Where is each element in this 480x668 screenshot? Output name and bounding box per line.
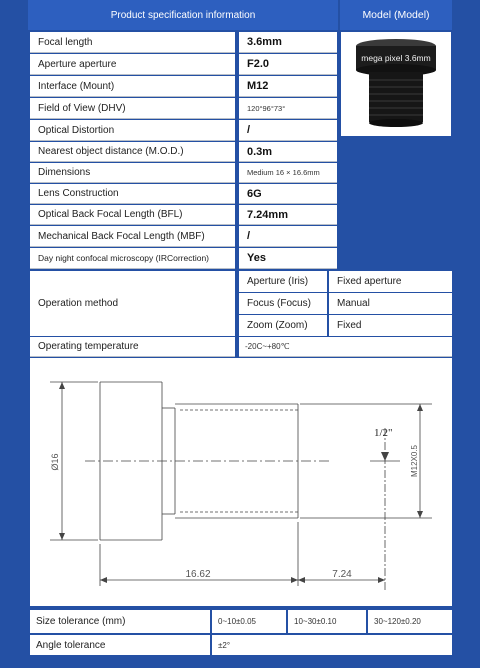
size-tolerance-value: 0~10±0.05 [212, 610, 286, 633]
spec-label: Optical Back Focal Length (BFL) [30, 205, 235, 225]
spec-value: M12 [239, 76, 337, 97]
spec-value: Yes [239, 248, 337, 269]
spec-value: 7.24mm [239, 205, 337, 225]
spec-value: 0.3m [239, 142, 337, 162]
spec-label: Focal length [30, 32, 235, 53]
dimension-drawing [30, 358, 452, 606]
spec-value: / [239, 120, 337, 141]
angle-tolerance-value: ±2° [212, 635, 452, 655]
model-header: Model (Model) [340, 0, 452, 30]
diameter-label: Ø16 [50, 453, 60, 471]
angle-tolerance-label: Angle tolerance [30, 635, 210, 655]
spec-value: / [239, 226, 337, 247]
spec-label: Aperture aperture [30, 54, 235, 75]
operation-value: Fixed [329, 315, 452, 336]
temperature-label: Operating temperature [30, 337, 235, 357]
operation-value: Manual [329, 293, 452, 314]
spec-label: Field of View (DHV) [30, 98, 235, 119]
operation-name: Focus (Focus) [239, 293, 327, 314]
sensor-size-label: 1/2" [374, 427, 393, 439]
spec-label: Day night confocal microscopy (IRCorrection) [30, 248, 235, 269]
spec-value: Medium 16 × 16.6mm [239, 163, 337, 183]
spec-label: Dimensions [30, 163, 235, 183]
thread-label: M12X0.5 [410, 444, 419, 478]
temperature-value: -20C~+80℃ [239, 337, 452, 357]
spec-label: Mechanical Back Focal Length (MBF) [30, 226, 235, 247]
spec-label: Interface (Mount) [30, 76, 235, 97]
spec-label: Optical Distortion [30, 120, 235, 141]
spec-label: Lens Construction [30, 184, 235, 204]
body-length-label: 16.62 [185, 569, 211, 580]
operation-method-label: Operation method [30, 271, 235, 336]
operation-name: Aperture (Iris) [239, 271, 327, 292]
size-tolerance-label: Size tolerance (mm) [30, 610, 210, 633]
spec-value: F2.0 [239, 54, 337, 75]
lens-photo [341, 32, 451, 136]
bfl-length-label: 7.24 [332, 569, 352, 580]
size-tolerance-value: 10~30±0.10 [288, 610, 366, 633]
lens-engraving: mega pixel 3.6mm [361, 53, 431, 63]
size-tolerance-value: 30~120±0.20 [368, 610, 452, 633]
spec-header: Product specification information [28, 0, 338, 30]
spec-value: 3.6mm [239, 32, 337, 53]
spec-value: 6G [239, 184, 337, 204]
spec-label: Nearest object distance (M.O.D.) [30, 142, 235, 162]
operation-name: Zoom (Zoom) [239, 315, 327, 336]
spec-value: 120°96°73° [239, 98, 337, 119]
operation-value: Fixed aperture [329, 271, 452, 292]
